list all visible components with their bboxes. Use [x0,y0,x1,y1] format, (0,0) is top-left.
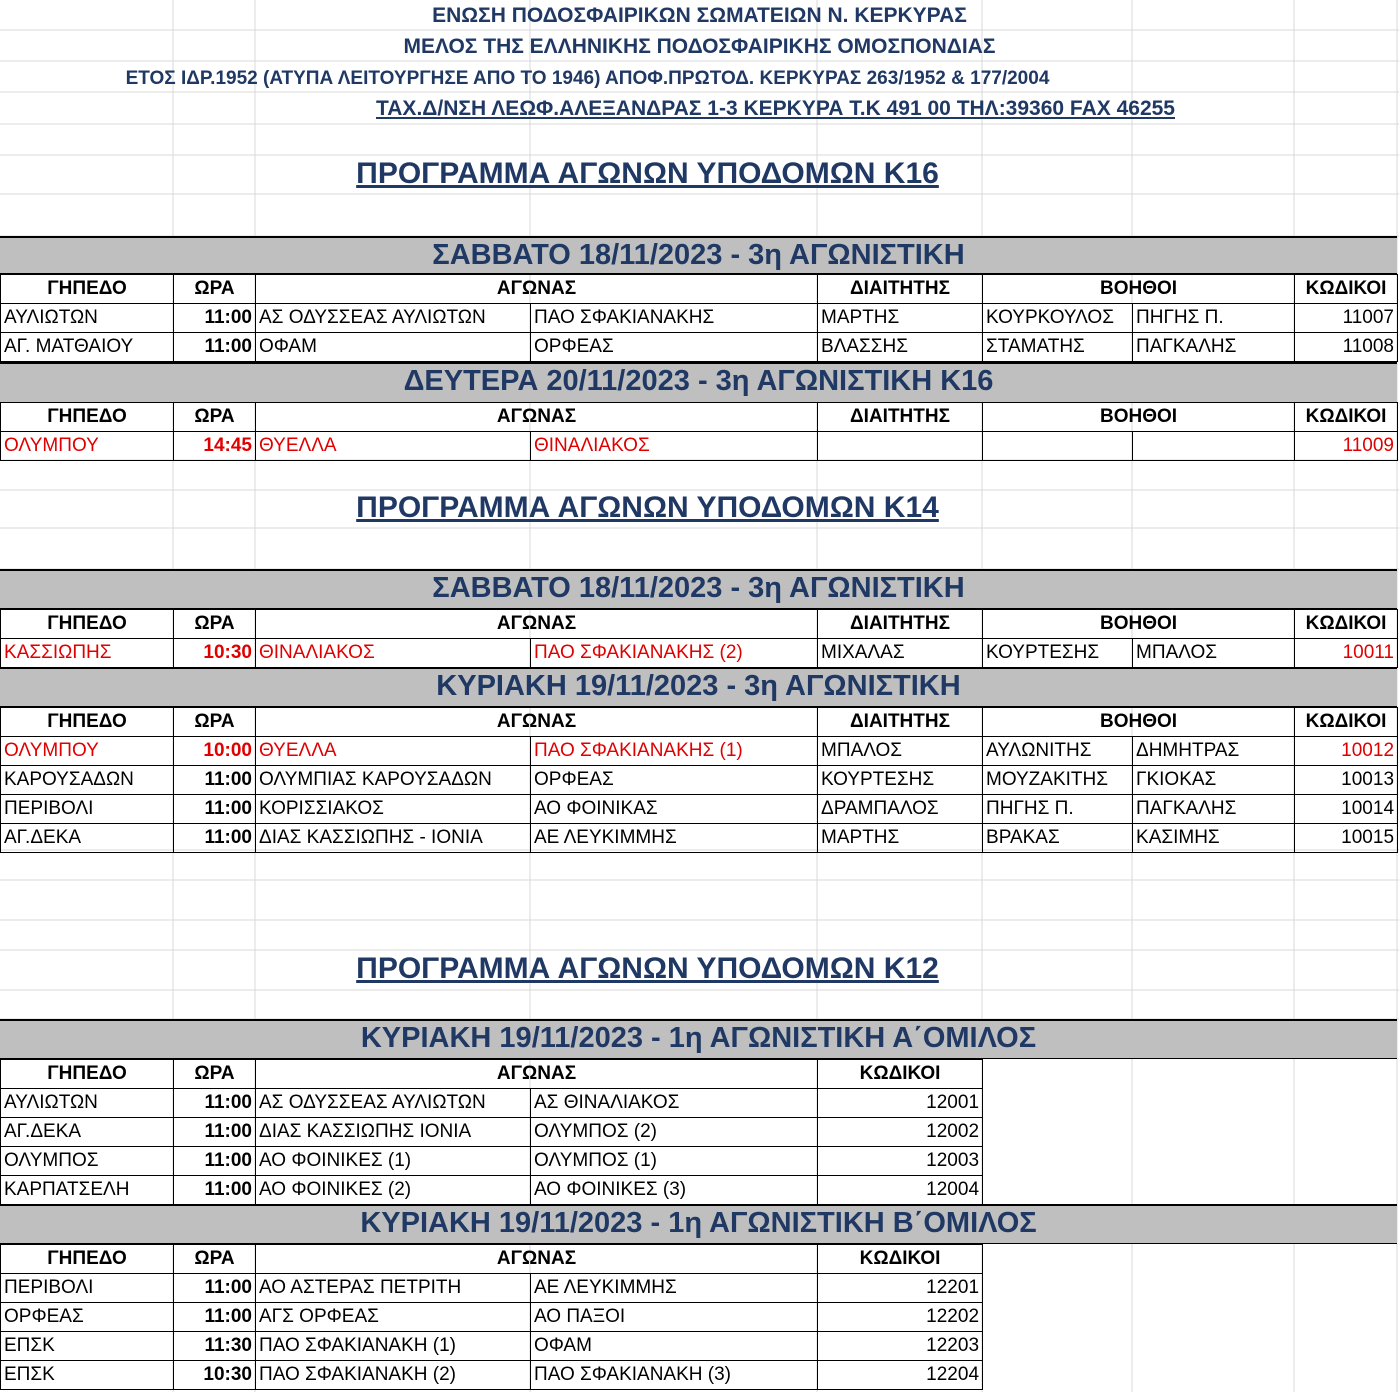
assistant-1-cell: ΜΟΥΖΑΚΙΤΗΣ [983,766,1133,795]
home-team-cell: ΟΛΥΜΠΙΑΣ ΚΑΡΟΥΣΑΔΩΝ [256,766,531,795]
header-stadium: ΓΗΠΕΔΟ [1,403,174,432]
table-row [1,639,1398,668]
stadium-cell: ΚΑΡΟΥΣΑΔΩΝ [1,766,174,795]
away-team-cell: ΠΑΟ ΣΦΑΚΙΑΝΑΚΗΣ (2) [531,639,818,668]
code-cell: 11009 [1295,432,1398,461]
away-team-cell: ΘΙΝΑΛΙΑΚΟΣ [531,432,818,461]
away-team-cell: ΟΦΑΜ [531,1332,818,1361]
assistant-2-cell: ΔΗΜΗΤΡΑΣ [1133,737,1295,766]
assistant-1-cell: ΚΟΥΡΤΕΣΗΣ [983,639,1133,668]
header-referee: ΔΙΑΙΤΗΤΗΣ [818,610,983,639]
code-cell: 12203 [818,1332,983,1361]
assistant-1-cell: ΑΥΛΩΝΙΤΗΣ [983,737,1133,766]
code-cell: 12002 [818,1118,983,1147]
header-stadium: ΓΗΠΕΔΟ [1,708,174,737]
home-team-cell: ΟΦΑΜ [256,333,531,362]
header-match: ΑΓΩΝΑΣ [256,708,818,737]
home-team-cell: ΘΥΕΛΛΑ [256,432,531,461]
code-cell: 12202 [818,1303,983,1332]
away-team-cell: ΠΑΟ ΣΦΑΚΙΑΝΑΚΗ (3) [531,1361,818,1390]
k14-sunday-table [0,707,1398,853]
time-cell: 11:00 [174,1118,256,1147]
referee-cell: ΒΛΑΣΣΗΣ [818,333,983,362]
home-team-cell: ΑΓΣ ΟΡΦΕΑΣ [256,1303,531,1332]
home-team-cell: ΘΙΝΑΛΙΑΚΟΣ [256,639,531,668]
away-team-cell: ΑΟ ΦΟΙΝΙΚΕΣ (3) [531,1176,818,1205]
assistant-2-cell: ΚΑΣΙΜΗΣ [1133,824,1295,853]
header-referee: ΔΙΑΙΤΗΤΗΣ [818,403,983,432]
code-cell: 12004 [818,1176,983,1205]
assistant-2-cell [1133,432,1295,461]
table-row [1,1118,983,1147]
time-cell: 11:00 [174,1089,256,1118]
assistant-2-cell: ΠΑΓΚΑΛΗΣ [1133,795,1295,824]
table-header-row [1,708,1398,737]
away-team-cell: ΠΑΟ ΣΦΑΚΙΑΝΑΚΗΣ [531,304,818,333]
stadium-cell: ΑΥΛΙΩΤΩΝ [1,1089,174,1118]
k12-group-b-table [0,1244,983,1390]
code-cell: 10012 [1295,737,1398,766]
header-assistants: ΒΟΗΘΟΙ [983,275,1295,304]
home-team-cell: ΠΑΟ ΣΦΑΚΙΑΝΑΚΗ (1) [256,1332,531,1361]
code-cell: 11008 [1295,333,1398,362]
referee-cell [818,432,983,461]
code-cell: 12001 [818,1089,983,1118]
time-cell: 11:00 [174,824,256,853]
k16-saturday-table [0,274,1398,362]
federation-name: ΕΝΩΣΗ ΠΟΔΟΣΦΑΙΡΙΚΩΝ ΣΩΜΑΤΕΙΩΝ Ν. ΚΕΡΚΥΡΑΣ [432,4,967,27]
assistant-2-cell: ΠΑΓΚΑΛΗΣ [1133,333,1295,362]
table-row [1,1332,983,1361]
away-team-cell: ΑΟ ΦΟΙΝΙΚΑΣ [531,795,818,824]
table-row [1,1274,983,1303]
table-header-row [1,403,1398,432]
code-cell: 10015 [1295,824,1398,853]
header-assistants: ΒΟΗΘΟΙ [983,610,1295,639]
stadium-cell: ΕΠΣΚ [1,1361,174,1390]
referee-cell: ΜΠΑΛΟΣ [818,737,983,766]
table-row [1,1089,983,1118]
home-team-cell: ΑΟ ΦΟΙΝΙΚΕΣ (1) [256,1147,531,1176]
code-cell: 12003 [818,1147,983,1176]
stadium-cell: ΠΕΡΙΒΟΛΙ [1,795,174,824]
header-match: ΑΓΩΝΑΣ [256,1245,818,1274]
referee-cell: ΜΑΡΤΗΣ [818,824,983,853]
away-team-cell: ΑΟ ΠΑΞΟΙ [531,1303,818,1332]
stadium-cell: ΑΥΛΙΩΤΩΝ [1,304,174,333]
home-team-cell: ΑΣ ΟΔΥΣΣΕΑΣ ΑΥΛΙΩΤΩΝ [256,1089,531,1118]
away-team-cell: ΟΡΦΕΑΣ [531,766,818,795]
header-codes: ΚΩΔΙΚΟΙ [1295,610,1398,639]
away-team-cell: ΠΑΟ ΣΦΑΚΙΑΝΑΚΗΣ (1) [531,737,818,766]
time-cell: 11:00 [174,766,256,795]
home-team-cell: ΑΟ ΦΟΙΝΙΚΕΣ (2) [256,1176,531,1205]
assistant-1-cell: ΠΗΓΗΣ Π. [983,795,1133,824]
time-cell: 14:45 [174,432,256,461]
assistant-1-cell: ΒΡΑΚΑΣ [983,824,1133,853]
header-match: ΑΓΩΝΑΣ [256,610,818,639]
away-team-cell: ΑΕ ΛΕΥΚΙΜΜΗΣ [531,824,818,853]
stadium-cell: ΟΛΥΜΠΟΣ [1,1147,174,1176]
stadium-cell: ΑΓ.ΔΕΚΑ [1,824,174,853]
k14-saturday-table [0,609,1398,668]
k14-program-title: ΠΡΟΓΡΑΜΜΑ ΑΓΩΝΩΝ ΥΠΟΔΟΜΩΝ Κ14 [356,491,939,524]
code-cell: 10011 [1295,639,1398,668]
time-cell: 11:00 [174,1176,256,1205]
table-row [1,333,1398,362]
referee-cell: ΚΟΥΡΤΕΣΗΣ [818,766,983,795]
header-time: ΩΡΑ [174,1060,256,1089]
table-header-row [1,610,1398,639]
stadium-cell: ΕΠΣΚ [1,1332,174,1361]
table-row [1,795,1398,824]
k16-program-title: ΠΡΟΓΡΑΜΜΑ ΑΓΩΝΩΝ ΥΠΟΔΟΜΩΝ Κ16 [356,157,939,190]
header-codes: ΚΩΔΙΚΟΙ [818,1245,983,1274]
time-cell: 11:00 [174,333,256,362]
table-row [1,1361,983,1390]
header-time: ΩΡΑ [174,610,256,639]
code-cell: 12201 [818,1274,983,1303]
home-team-cell: ΠΑΟ ΣΦΑΚΙΑΝΑΚΗ (2) [256,1361,531,1390]
header-match: ΑΓΩΝΑΣ [256,1060,818,1089]
time-cell: 10:30 [174,1361,256,1390]
header-referee: ΔΙΑΙΤΗΤΗΣ [818,708,983,737]
k14-saturday-band: ΣΑΒΒΑΤΟ 18/11/2023 - 3η ΑΓΩΝΙΣΤΙΚΗ [0,569,1397,609]
header-codes: ΚΩΔΙΚΟΙ [1295,275,1398,304]
stadium-cell: ΚΑΡΠΑΤΣΕΛΗ [1,1176,174,1205]
away-team-cell: ΑΣ ΘΙΝΑΛΙΑΚΟΣ [531,1089,818,1118]
referee-cell: ΜΑΡΤΗΣ [818,304,983,333]
table-row [1,1176,983,1205]
table-row [1,1147,983,1176]
home-team-cell: ΚΟΡΙΣΣΙΑΚΟΣ [256,795,531,824]
k12-group-b-band: ΚΥΡΙΑΚΗ 19/11/2023 - 1η ΑΓΩΝΙΣΤΙΚΗ Β΄ΟΜΙΛΟΣ [0,1204,1397,1244]
stadium-cell: ΑΓ. ΜΑΤΘΑΙΟΥ [1,333,174,362]
federation-founding: ΕΤΟΣ ΙΔΡ.1952 (ΑΤΥΠΑ ΛΕΙΤΟΥΡΓΗΣΕ ΑΠΟ ΤΟ 1946) ΑΠΟΦ.ΠΡΩΤΟΔ. ΚΕΡΚΥΡΑΣ 263/1952 & 177/2004 [125,68,1050,89]
home-team-cell: ΑΟ ΑΣΤΕΡΑΣ ΠΕΤΡΙΤΗ [256,1274,531,1303]
header-assistants: ΒΟΗΘΟΙ [983,403,1295,432]
header-codes: ΚΩΔΙΚΟΙ [1295,403,1398,432]
k14-sunday-band: ΚΥΡΙΑΚΗ 19/11/2023 - 3η ΑΓΩΝΙΣΤΙΚΗ [0,667,1397,707]
table-row [1,432,1398,461]
header-match: ΑΓΩΝΑΣ [256,403,818,432]
header-time: ΩΡΑ [174,708,256,737]
stadium-cell: ΟΛΥΜΠΟΥ [1,737,174,766]
assistant-1-cell [983,432,1133,461]
home-team-cell: ΘΥΕΛΛΑ [256,737,531,766]
assistant-2-cell: ΜΠΑΛΟΣ [1133,639,1295,668]
k12-program-title: ΠΡΟΓΡΑΜΜΑ ΑΓΩΝΩΝ ΥΠΟΔΟΜΩΝ Κ12 [356,952,939,985]
header-assistants: ΒΟΗΘΟΙ [983,708,1295,737]
away-team-cell: ΟΛΥΜΠΟΣ (1) [531,1147,818,1176]
header-stadium: ΓΗΠΕΔΟ [1,610,174,639]
assistant-1-cell: ΣΤΑΜΑΤΗΣ [983,333,1133,362]
k16-monday-band: ΔΕΥΤΕΡΑ 20/11/2023 - 3η ΑΓΩΝΙΣΤΙΚΗ Κ16 [0,362,1397,403]
stadium-cell: ΑΓ.ΔΕΚΑ [1,1118,174,1147]
k16-saturday-band: ΣΑΒΒΑΤΟ 18/11/2023 - 3η ΑΓΩΝΙΣΤΙΚΗ [0,236,1397,274]
table-row [1,824,1398,853]
header-time: ΩΡΑ [174,275,256,304]
time-cell: 11:00 [174,1303,256,1332]
assistant-2-cell: ΠΗΓΗΣ Π. [1133,304,1295,333]
federation-address: ΤΑΧ.Δ/ΝΣΗ ΛΕΩΦ.ΑΛΕΞΑΝΔΡΑΣ 1-3 ΚΕΡΚΥΡΑ Τ.Κ 491 00 ΤΗΛ:39360 FAX 46255 [376,97,1175,120]
federation-membership: ΜΕΛΟΣ ΤΗΣ ΕΛΛΗΝΙΚΗΣ ΠΟΔΟΣΦΑΙΡΙΚΗΣ ΟΜΟΣΠΟΝΔΙΑΣ [403,35,996,58]
table-row [1,766,1398,795]
time-cell: 11:00 [174,1274,256,1303]
k12-group-a-band: ΚΥΡΙΑΚΗ 19/11/2023 - 1η ΑΓΩΝΙΣΤΙΚΗ Α΄ΟΜΙΛΟΣ [0,1019,1397,1059]
header-match: ΑΓΩΝΑΣ [256,275,818,304]
time-cell: 11:00 [174,795,256,824]
header-stadium: ΓΗΠΕΔΟ [1,275,174,304]
table-row [1,1303,983,1332]
table-header-row [1,1060,983,1089]
home-team-cell: ΔΙΑΣ ΚΑΣΣΙΩΠΗΣ ΙΟΝΙΑ [256,1118,531,1147]
time-cell: 11:00 [174,1147,256,1176]
header-time: ΩΡΑ [174,403,256,432]
referee-cell: ΜΙΧΑΛΑΣ [818,639,983,668]
code-cell: 12204 [818,1361,983,1390]
assistant-2-cell: ΓΚΙΟΚΑΣ [1133,766,1295,795]
time-cell: 11:30 [174,1332,256,1361]
k16-monday-table [0,402,1398,461]
home-team-cell: ΔΙΑΣ ΚΑΣΣΙΩΠΗΣ - ΙΟΝΙΑ [256,824,531,853]
table-header-row [1,1245,983,1274]
away-team-cell: ΟΡΦΕΑΣ [531,333,818,362]
time-cell: 11:00 [174,304,256,333]
stadium-cell: ΠΕΡΙΒΟΛΙ [1,1274,174,1303]
stadium-cell: ΟΡΦΕΑΣ [1,1303,174,1332]
code-cell: 10014 [1295,795,1398,824]
referee-cell: ΔΡΑΜΠΑΛΟΣ [818,795,983,824]
table-row [1,737,1398,766]
away-team-cell: ΟΛΥΜΠΟΣ (2) [531,1118,818,1147]
header-stadium: ΓΗΠΕΔΟ [1,1060,174,1089]
header-codes: ΚΩΔΙΚΟΙ [1295,708,1398,737]
stadium-cell: ΚΑΣΣΙΩΠΗΣ [1,639,174,668]
time-cell: 10:30 [174,639,256,668]
table-header-row [1,275,1398,304]
home-team-cell: ΑΣ ΟΔΥΣΣΕΑΣ ΑΥΛΙΩΤΩΝ [256,304,531,333]
code-cell: 10013 [1295,766,1398,795]
header-stadium: ΓΗΠΕΔΟ [1,1245,174,1274]
header-codes: ΚΩΔΙΚΟΙ [818,1060,983,1089]
stadium-cell: ΟΛΥΜΠΟΥ [1,432,174,461]
k12-group-a-table [0,1059,983,1205]
assistant-1-cell: ΚΟΥΡΚΟΥΛΟΣ [983,304,1133,333]
table-row [1,304,1398,333]
time-cell: 10:00 [174,737,256,766]
code-cell: 11007 [1295,304,1398,333]
header-referee: ΔΙΑΙΤΗΤΗΣ [818,275,983,304]
header-time: ΩΡΑ [174,1245,256,1274]
away-team-cell: ΑΕ ΛΕΥΚΙΜΜΗΣ [531,1274,818,1303]
